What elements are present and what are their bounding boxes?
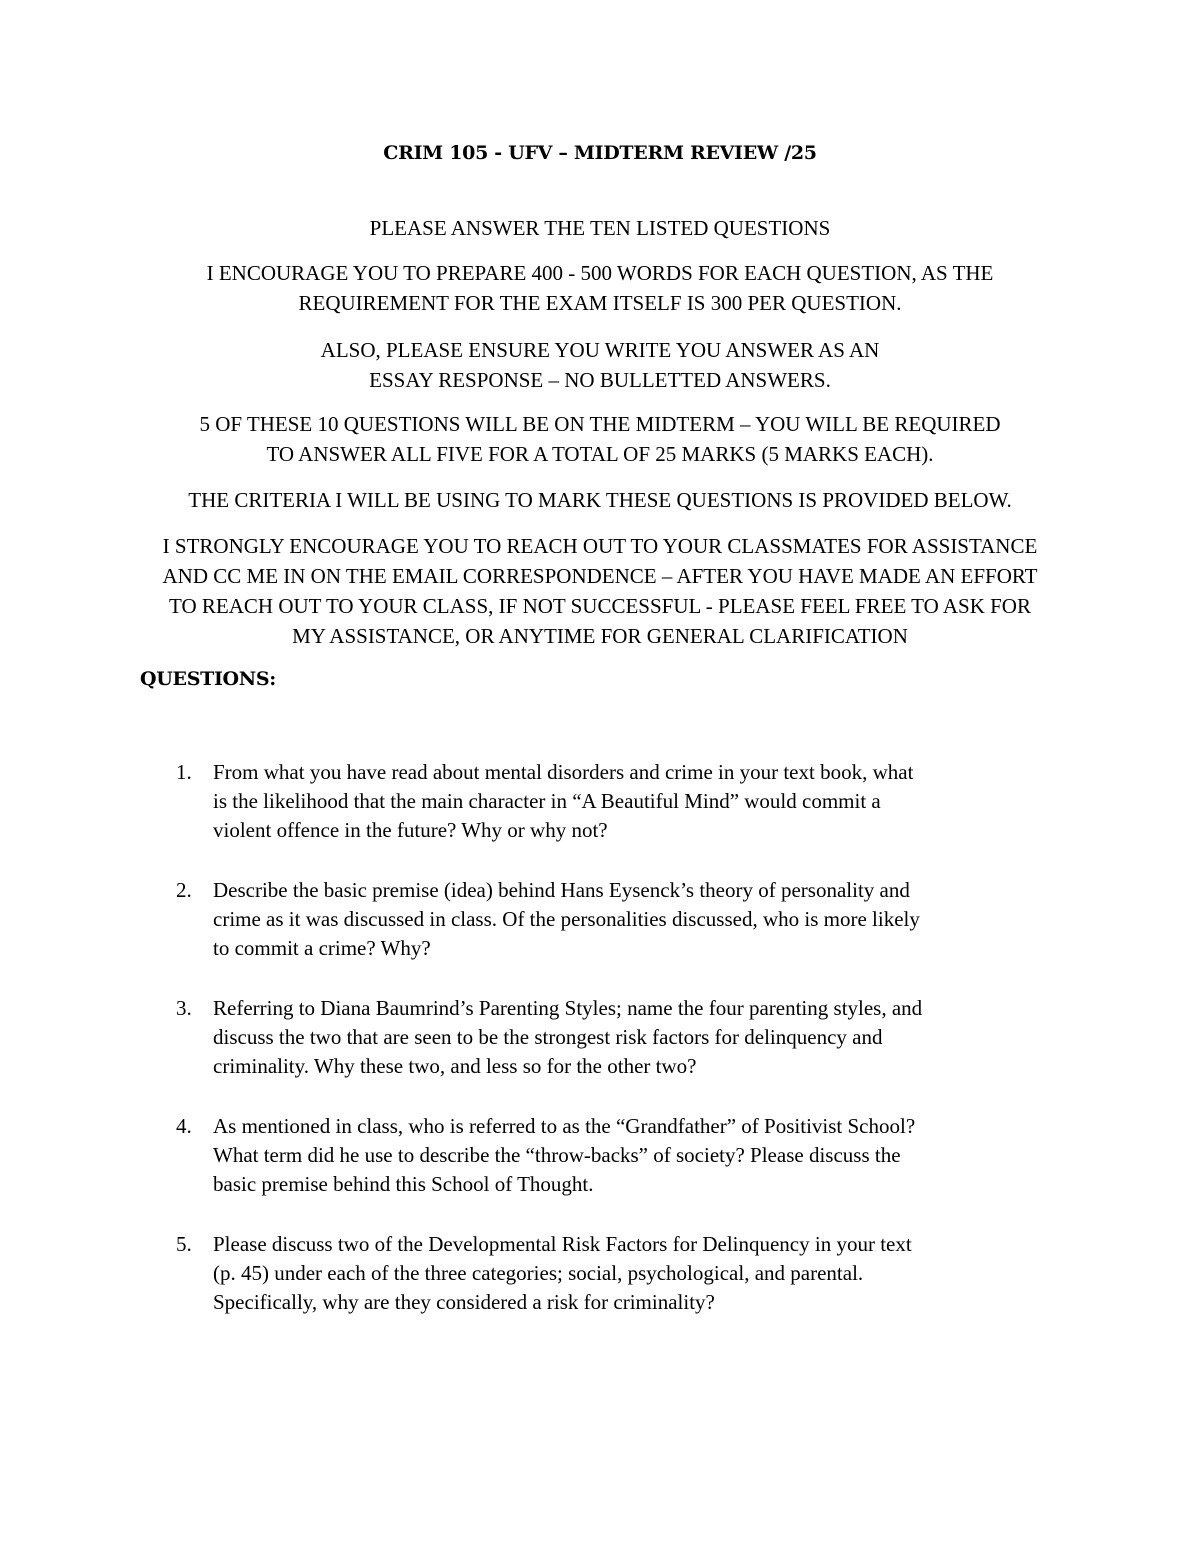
instruction-line: TO ANSWER ALL FIVE FOR A TOTAL OF 25 MARKS (5 MARKS EACH). bbox=[266, 442, 934, 466]
question-item-5 bbox=[140, 1230, 1060, 1317]
document-title: CRIM 105 - UFV – MIDTERM REVIEW /25 bbox=[383, 142, 817, 164]
questions-list bbox=[140, 758, 1060, 1317]
instruction-line: ALSO, PLEASE ENSURE YOU WRITE YOU ANSWER AS AN bbox=[320, 338, 880, 362]
question-number: 1. bbox=[176, 760, 192, 784]
question-number: 3. bbox=[176, 996, 192, 1020]
instruction-line: PLEASE ANSWER THE TEN LISTED QUESTIONS bbox=[369, 216, 831, 240]
question-line: Referring to Diana Baumrind’s Parenting Styles; name the four parenting styles, and bbox=[213, 996, 923, 1020]
question-line: basic premise behind this School of Thought. bbox=[213, 1172, 594, 1196]
question-line: (p. 45) under each of the three categories; social, psychological, and parental. bbox=[213, 1261, 864, 1285]
question-line: to commit a crime? Why? bbox=[213, 936, 431, 960]
instruction-line: TO REACH OUT TO YOUR CLASS, IF NOT SUCCESSFUL - PLEASE FEEL FREE TO ASK FOR bbox=[169, 594, 1031, 618]
instruction-paragraph-5 bbox=[100, 485, 1100, 515]
question-line: discuss the two that are seen to be the strongest risk factors for delinquency and bbox=[213, 1025, 883, 1049]
question-item-1 bbox=[140, 758, 1060, 845]
instruction-paragraph-1 bbox=[100, 213, 1100, 243]
instruction-line: REQUIREMENT FOR THE EXAM ITSELF IS 300 PER QUESTION. bbox=[298, 291, 902, 315]
instruction-paragraph-4 bbox=[100, 409, 1100, 469]
instruction-paragraph-6 bbox=[100, 531, 1100, 651]
question-line: Describe the basic premise (idea) behind Hans Eysenck’s theory of personality and bbox=[213, 878, 910, 902]
question-line: Specifically, why are they considered a risk for criminality? bbox=[213, 1290, 715, 1314]
question-number: 5. bbox=[176, 1232, 192, 1256]
instruction-line: 5 OF THESE 10 QUESTIONS WILL BE ON THE MIDTERM – YOU WILL BE REQUIRED bbox=[199, 412, 1001, 436]
question-line: What term did he use to describe the “throw-backs” of society? Please discuss the bbox=[213, 1143, 901, 1167]
instruction-line: AND CC ME IN ON THE EMAIL CORRESPONDENCE – AFTER YOU HAVE MADE AN EFFORT bbox=[162, 564, 1038, 588]
instruction-line: I ENCOURAGE YOU TO PREPARE 400 - 500 WORDS FOR EACH QUESTION, AS THE bbox=[206, 261, 994, 285]
question-line: is the likelihood that the main character in “A Beautiful Mind” would commit a bbox=[213, 789, 881, 813]
instruction-line: I STRONGLY ENCOURAGE YOU TO REACH OUT TO YOUR CLASSMATES FOR ASSISTANCE bbox=[162, 534, 1038, 558]
instruction-line: THE CRITERIA I WILL BE USING TO MARK THESE QUESTIONS IS PROVIDED BELOW. bbox=[188, 488, 1012, 512]
instruction-paragraph-2 bbox=[100, 258, 1100, 318]
question-item-2 bbox=[140, 876, 1060, 963]
instruction-paragraph-3 bbox=[100, 335, 1100, 395]
question-item-3 bbox=[140, 994, 1060, 1081]
question-number: 4. bbox=[176, 1114, 192, 1138]
questions-heading: QUESTIONS: bbox=[140, 668, 277, 690]
instruction-line: MY ASSISTANCE, OR ANYTIME FOR GENERAL CLARIFICATION bbox=[292, 624, 908, 648]
question-line: criminality. Why these two, and less so for the other two? bbox=[213, 1054, 697, 1078]
instruction-line: ESSAY RESPONSE – NO BULLETTED ANSWERS. bbox=[369, 368, 831, 392]
question-number: 2. bbox=[176, 878, 192, 902]
question-line: violent offence in the future? Why or why not? bbox=[213, 818, 608, 842]
question-line: From what you have read about mental disorders and crime in your text book, what bbox=[213, 760, 914, 784]
question-line: crime as it was discussed in class. Of the personalities discussed, who is more likely bbox=[213, 907, 920, 931]
question-line: As mentioned in class, who is referred to as the “Grandfather” of Positivist School? bbox=[213, 1114, 916, 1138]
question-item-4 bbox=[140, 1112, 1060, 1199]
question-line: Please discuss two of the Developmental Risk Factors for Delinquency in your text bbox=[213, 1232, 912, 1256]
